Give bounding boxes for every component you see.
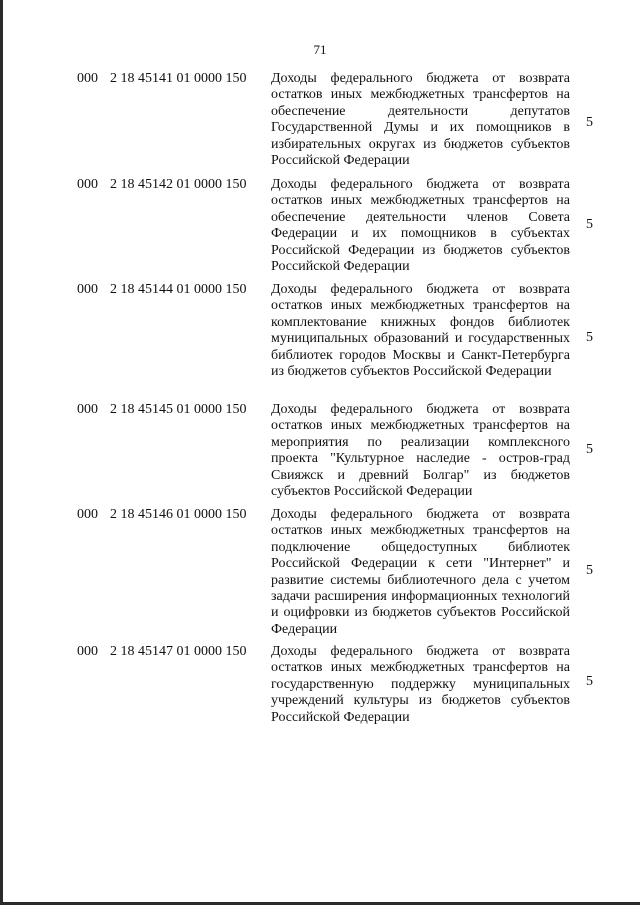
row-kbk: 2 18 45144 01 0000 150: [110, 282, 247, 297]
row-code: 000: [77, 71, 98, 86]
scan-edge-left: [0, 0, 3, 905]
row-kbk: 2 18 45142 01 0000 150: [110, 177, 247, 192]
row-kbk: 2 18 45146 01 0000 150: [110, 507, 247, 522]
row-code: 000: [77, 177, 98, 192]
row-norm: 5: [586, 674, 593, 689]
row-kbk: 2 18 45147 01 0000 150: [110, 644, 247, 659]
row-norm: 5: [586, 330, 593, 345]
row-norm: 5: [586, 563, 593, 578]
row-code: 000: [77, 282, 98, 297]
row-kbk: 2 18 45145 01 0000 150: [110, 402, 247, 417]
row-description: Доходы федерального бюджета от возврата остатков иных межбюджетных трансфертов на комплектование книжных фондов библиотек муниципальных образований и государственных библиотек городов Москвы и Санкт-Петербурга из бюджетов субъектов Российской Федерации: [271, 282, 570, 380]
row-code: 000: [77, 644, 98, 659]
row-description: Доходы федерального бюджета от возврата остатков иных межбюджетных трансфертов на обеспечение деятельности депутатов Государственной Думы и их помощников в избирательных округах из бюджетов субъектов Российской Федерации: [271, 71, 570, 169]
row-code: 000: [77, 402, 98, 417]
row-code: 000: [77, 507, 98, 522]
row-norm: 5: [586, 115, 593, 130]
row-norm: 5: [586, 442, 593, 457]
row-description: Доходы федерального бюджета от возврата остатков иных межбюджетных трансфертов на государственную поддержку муниципальных учреждений культуры из бюджетов субъектов Российской Федерации: [271, 644, 570, 725]
page-number: 71: [313, 42, 327, 57]
row-kbk: 2 18 45141 01 0000 150: [110, 71, 247, 86]
row-description: Доходы федерального бюджета от возврата остатков иных межбюджетных трансфертов на подключение общедоступных библиотек Российской Федерации к сети "Интернет" и развитие системы библиотечного дела с учетом задачи расширения информационных технологий и оцифровки из бюджетов субъектов Российской Федерации: [271, 507, 570, 637]
row-description: Доходы федерального бюджета от возврата остатков иных межбюджетных трансфертов на мероприятия по реализации комплексного проекта "Культурное наследие - остров-град Свияжск и древний Болгар" из бюджетов субъектов Российской Федерации: [271, 402, 570, 500]
row-description: Доходы федерального бюджета от возврата остатков иных межбюджетных трансфертов на обеспечение деятельности членов Совета Федерации и их помощников в субъектах Российской Федерации из бюджетов субъектов Российской Федерации: [271, 177, 570, 275]
row-norm: 5: [586, 217, 593, 232]
